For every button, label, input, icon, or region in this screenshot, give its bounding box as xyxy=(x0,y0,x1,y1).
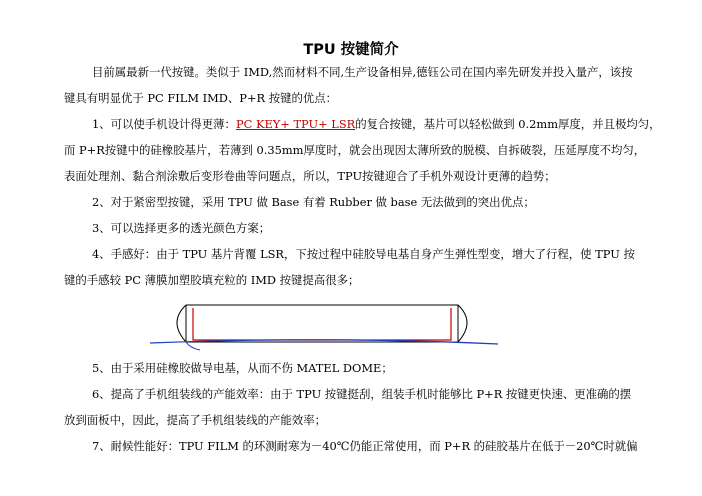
point-4-line-2: 键的手感较 PC 薄膜加塑胶填充粒的 IMD 按键提高很多； xyxy=(64,273,360,287)
page-title: TPU 按键简介 xyxy=(303,42,399,58)
point-3: 3、可以选择更多的透光颜色方案； xyxy=(92,221,271,235)
point-1-prefix: 1、可以使手机设计得更薄： xyxy=(92,117,236,131)
point-6-line-1: 6、提高了手机组装线的产能效率：由于 TPU 按键挺刮，组装手机时能够比 P+R 按键更快速、更准确的摆 xyxy=(92,387,632,401)
point-1-highlight: PC KEY+ TPU+ LSR xyxy=(235,117,356,131)
point-1-line-2: 而 P+R按键中的硅橡胶基片，若薄到 0.35mm厚度时，就会出现因太薄所致的脱模、自拆破裂，压延厚度不均匀， xyxy=(64,143,646,157)
point-5: 5、由于采用硅橡胶做导电基，从而不伤 MATEL DOME； xyxy=(92,361,393,375)
point-4-line-1: 4、手感好：由于 TPU 基片背覆 LSR，下按过程中硅胶导电基自身产生弹性型变，增大了行程，使 TPU 按 xyxy=(92,247,635,261)
intro-line-1: 目前属最新一代按键。类似于 IMD,然而材料不同,生产设备相异,德钰公司在国内率先研发并投入量产，该按 xyxy=(92,65,633,79)
intro-line-2: 键具有明显优于 PC FILM IMD、P+R 按键的优点： xyxy=(64,91,338,105)
point-6-line-2: 放到面板中，因此，提高了手机组装线的产能效率； xyxy=(64,413,326,427)
point-1-suffix: 的复合按键，基片可以轻松做到 0.2mm厚度，并且极均匀， xyxy=(355,117,661,131)
point-2: 2、对于紧密型按键，采用 TPU 做 Base 有着 Rubber 做 base 无法做到的突出优点； xyxy=(92,195,535,209)
figure-outline xyxy=(177,305,467,342)
figure-inner-layer xyxy=(193,308,451,340)
figure-base-line xyxy=(150,340,498,350)
point-7: 7、耐候性能好：TPU FILM 的环测耐寒为－40℃仍能正常使用，而 P+R 的硅胶基片在低于－20℃时就偏 xyxy=(92,439,638,453)
point-1-line-3: 表面处理剂、黏合剂涂敷后变形卷曲等问题点，所以，TPU按键迎合了手机外观设计更薄的趋势； xyxy=(64,169,556,183)
